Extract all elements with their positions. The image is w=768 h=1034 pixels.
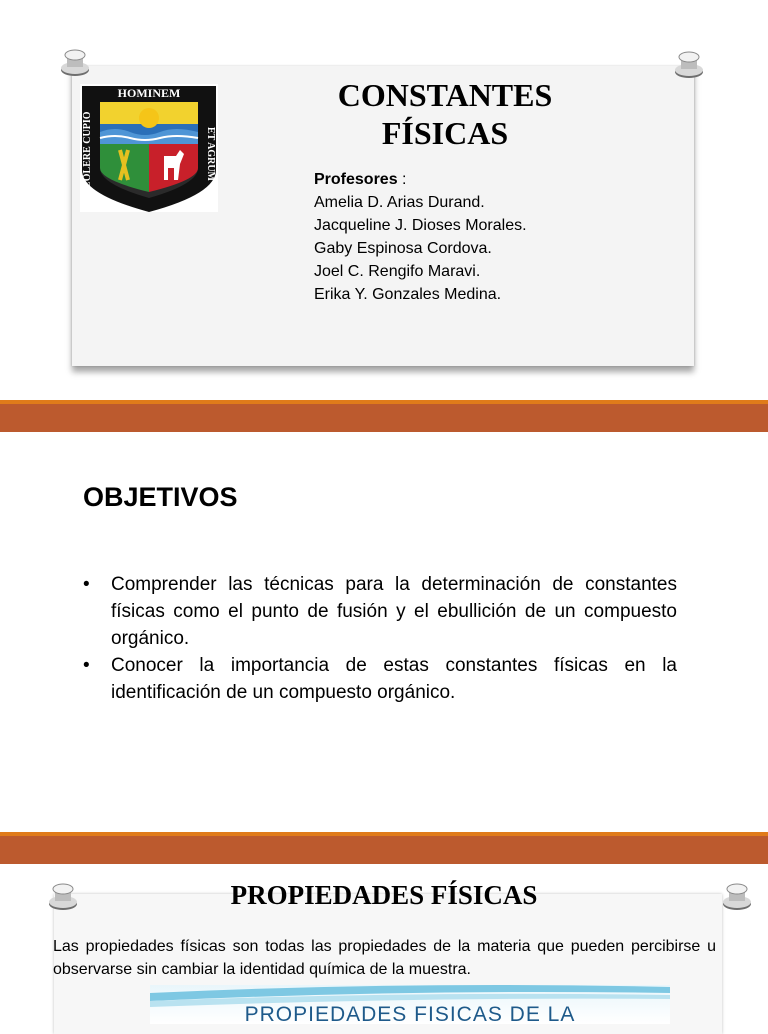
bullet-icon: •: [83, 574, 90, 595]
bullet-icon: •: [83, 655, 90, 676]
university-crest-logo: [80, 84, 218, 212]
objective-text: Conocer la importancia de estas constantes físicas en la identificación de un compuesto orgánico.: [111, 655, 677, 703]
professors-list: [314, 168, 674, 306]
pushpin-icon: [46, 880, 80, 914]
slide-divider: [0, 836, 768, 864]
professor-name: Erika Y. Gonzales Medina.: [314, 286, 502, 303]
slide-title: [304, 76, 586, 152]
slide-title-line-2: FÍSICAS: [381, 115, 509, 151]
crest-top-text: HOMINEM: [117, 86, 181, 100]
objectives-list: [83, 571, 677, 706]
properties-title: PROPIEDADES FÍSICAS: [230, 880, 538, 910]
professors-heading: [314, 168, 674, 191]
professor-name: Amelia D. Arias Durand.: [314, 194, 485, 211]
slide-title-line-1: CONSTANTES: [337, 77, 553, 113]
professors-separator: :: [397, 171, 407, 188]
professor-name: Jacqueline J. Dioses Morales.: [314, 217, 527, 234]
objective-text: Comprender las técnicas para la determinación de constantes físicas como el punto de fusión y el ebullición de un compuesto orgánico.: [111, 574, 677, 649]
banner-text: PROPIEDADES FISICAS DE LA: [244, 1003, 576, 1024]
pushpin-icon: [720, 880, 754, 914]
properties-banner-image: [150, 985, 670, 1024]
pushpin-icon: [672, 48, 706, 82]
list-item: [83, 652, 677, 706]
crest-right-text: ET AGRUM: [205, 127, 216, 181]
properties-paragraph: Las propiedades físicas son todas las propiedades de la materia que pueden percibirse u observarse sin cambiar la identidad química de la muestra.: [53, 938, 716, 978]
professor-name: Gaby Espinosa Cordova.: [314, 240, 492, 257]
objectives-title: OBJETIVOS: [83, 482, 238, 512]
professor-name: Joel C. Rengifo Maravi.: [314, 263, 481, 280]
pushpin-icon: [58, 46, 92, 80]
list-item: [83, 571, 677, 652]
professors-label: Profesores: [314, 171, 398, 188]
crest-left-text: COLERE CUPIO: [82, 111, 93, 189]
slide-divider: [0, 404, 768, 432]
